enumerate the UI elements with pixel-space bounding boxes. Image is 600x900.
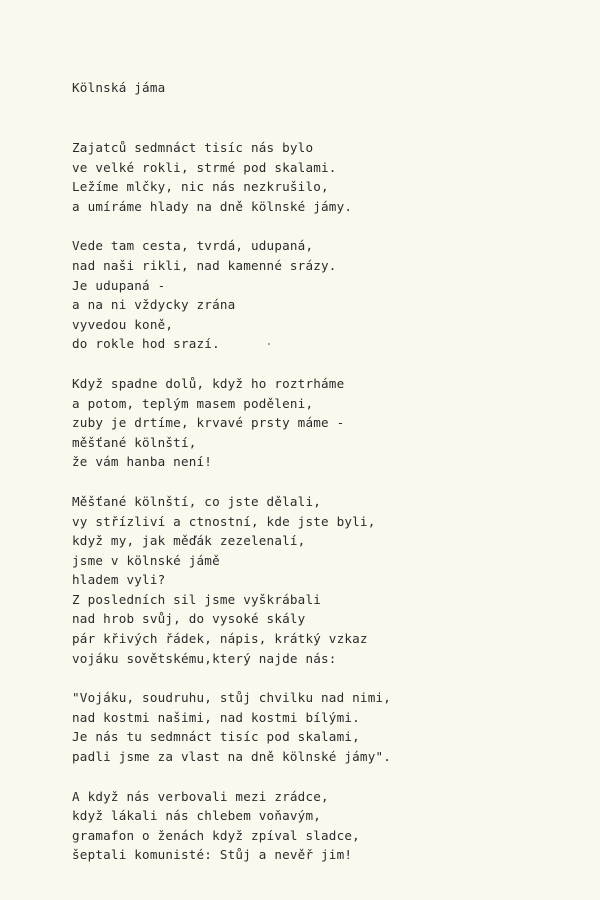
verse-line: "Vojáku, soudruhu, stůj chvilku nad nimi,	[72, 690, 392, 706]
verse-line: Ležíme mlčky, nic nás nezkrušilo,	[72, 179, 329, 195]
verse-line: gramafon o ženách když zpíval sladce,	[72, 827, 360, 843]
stanza-1	[72, 138, 572, 216]
verse-line: Měšťané kölnští, co jste dělali,	[72, 493, 322, 509]
verse-line: ve velké rokli, strmé pod skalami.	[72, 159, 337, 175]
verse-line: vy střízliví a ctnostní, kde jste byli,	[72, 513, 376, 529]
verse-line: padli jsme za vlast na dně kölnské jámy".	[72, 749, 392, 765]
verse-line: Je udupaná -	[72, 277, 166, 293]
verse-line: a na ni vždycky zrána	[72, 297, 236, 313]
verse-line: a potom, teplým masem poděleni,	[72, 395, 314, 411]
verse-line: jsme v kölnské jámě	[72, 552, 220, 568]
stanza-4	[72, 492, 572, 668]
stanza-2	[72, 236, 572, 354]
verse-line: Z posledních sil jsme vyškrábali	[72, 591, 322, 607]
verse-line: nad kostmi našimi, nad kostmi bílými.	[72, 709, 360, 725]
stanza-5	[72, 688, 572, 766]
verse-line: Zajatců sedmnáct tisíc nás bylo	[72, 140, 314, 155]
verse-line: A když nás verbovali mezi zrádce,	[72, 788, 329, 804]
verse-line: když lákali nás chlebem voňavým,	[72, 808, 322, 824]
verse-line: Je nás tu sedmnáct tisíc pod skalami,	[72, 729, 360, 745]
verse-line: hladem vyli?	[72, 572, 166, 588]
verse-line: měšťané kölnští,	[72, 434, 197, 450]
verse-line: šeptali komunisté: Stůj a nevěř jim!	[72, 847, 353, 863]
verse-line: pár křivých řádek, nápis, krátký vzkaz	[72, 631, 368, 647]
verse-line: nad hrob svůj, do vysoké skály	[72, 611, 306, 627]
paper-speck	[268, 343, 270, 345]
verse-line: že vám hanba není!	[72, 454, 213, 470]
verse-line: a umíráme hlady na dně kölnské jámy.	[72, 198, 353, 214]
verse-line: Když spadne dolů, když ho roztrháme	[72, 375, 345, 391]
verse-line: vyvedou koně,	[72, 316, 174, 332]
poem-title: Kölnská jáma	[72, 80, 166, 95]
verse-line: když my, jak měďák zezelenalí,	[72, 533, 306, 549]
verse-line: do rokle hod srazí.	[72, 336, 220, 352]
verse-line: vojáku sovětskému,který najde nás:	[72, 650, 337, 666]
poem-text	[72, 78, 572, 885]
verse-line: nad naši rikli, nad kamenné srázy.	[72, 257, 337, 273]
stanza-6	[72, 787, 572, 865]
verse-line: Vede tam cesta, tvrdá, udupaná,	[72, 238, 314, 254]
title-spacer	[72, 98, 572, 138]
stanza-3	[72, 374, 572, 472]
verse-line: zuby je drtíme, krvavé prsty máme -	[72, 415, 345, 431]
